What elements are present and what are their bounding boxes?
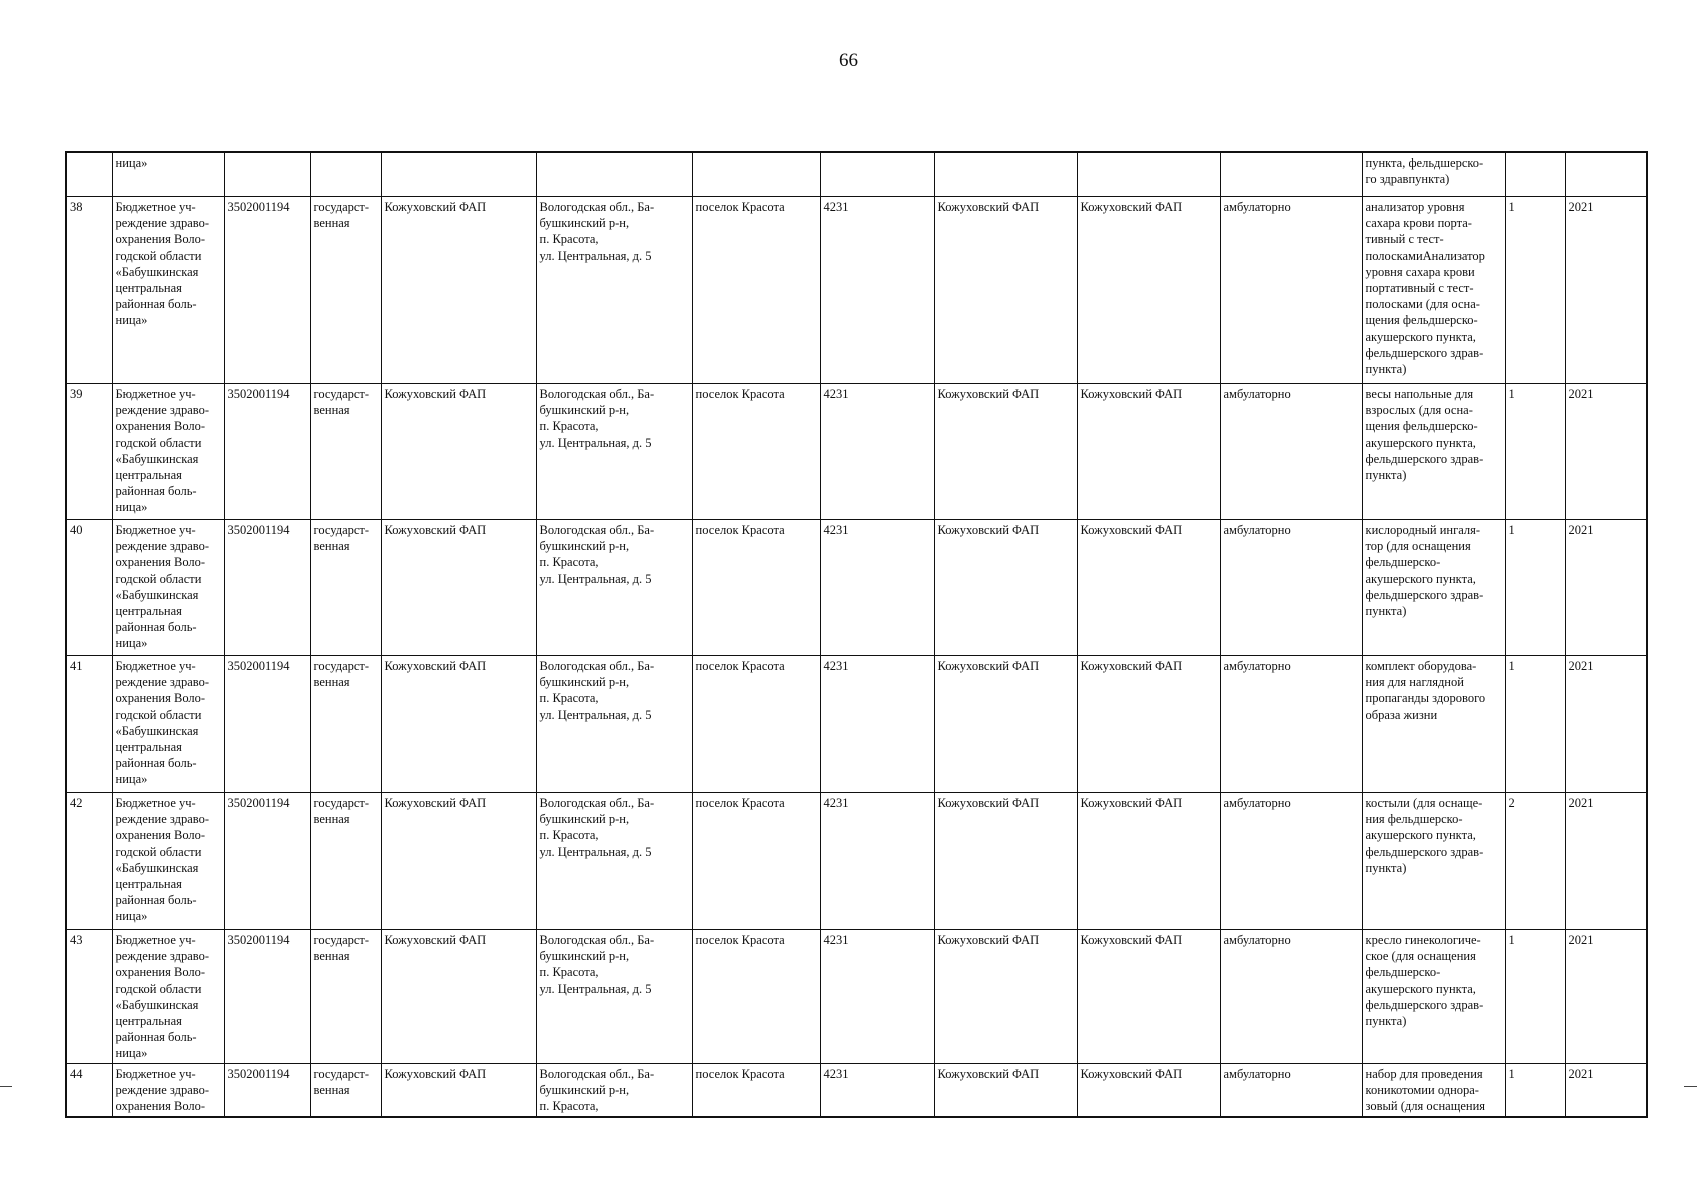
cell-unit1: Кожуховский ФАП <box>934 930 1077 1064</box>
cell-unit2: Кожуховский ФАП <box>1077 656 1220 793</box>
cell-ownership: государст- венная <box>310 793 381 930</box>
cell-unit2: Кожуховский ФАП <box>1077 197 1220 384</box>
cell-code: 4231 <box>820 930 934 1064</box>
cell-locality: поселок Красота <box>692 1064 820 1117</box>
cell-org: Бюджетное уч- реждение здраво- охранения Воло- годской области «Бабушкинская центральная районная боль- ница» <box>112 520 224 656</box>
equipment-table <box>65 151 1648 1118</box>
cell-care <box>1220 152 1362 197</box>
cell-year: 2021 <box>1565 1064 1647 1117</box>
cell-name: Кожуховский ФАП <box>381 930 536 1064</box>
cell-unit1: Кожуховский ФАП <box>934 520 1077 656</box>
cell-org: Бюджетное уч- реждение здраво- охранения Воло- <box>112 1064 224 1117</box>
cell-year: 2021 <box>1565 793 1647 930</box>
cell-unit1: Кожуховский ФАП <box>934 793 1077 930</box>
cell-ownership <box>310 152 381 197</box>
cell-locality <box>692 152 820 197</box>
margin-mark-left <box>0 1086 12 1087</box>
cell-code: 4231 <box>820 197 934 384</box>
cell-care: амбулаторно <box>1220 384 1362 520</box>
cell-org: Бюджетное уч- реждение здраво- охранения Воло- годской области «Бабушкинская центральная районная боль- ница» <box>112 656 224 793</box>
cell-no: 40 <box>66 520 112 656</box>
cell-name: Кожуховский ФАП <box>381 793 536 930</box>
cell-year <box>1565 152 1647 197</box>
cell-locality: поселок Красота <box>692 384 820 520</box>
cell-name: Кожуховский ФАП <box>381 1064 536 1117</box>
cell-address: Вологодская обл., Ба- бушкинский р-н, п. Красота, <box>536 1064 692 1117</box>
cell-year: 2021 <box>1565 520 1647 656</box>
cell-code <box>820 152 934 197</box>
table-row-continuation <box>66 152 1647 197</box>
cell-locality: поселок Красота <box>692 930 820 1064</box>
cell-ownership: государст- венная <box>310 930 381 1064</box>
cell-qty: 1 <box>1505 656 1565 793</box>
cell-name <box>381 152 536 197</box>
cell-qty: 1 <box>1505 1064 1565 1117</box>
cell-code: 4231 <box>820 384 934 520</box>
cell-equipment: костыли (для оснаще- ния фельдшерско- акушерского пункта, фельдшерского здрав- пункта) <box>1362 793 1505 930</box>
table-row <box>66 656 1647 793</box>
cell-address <box>536 152 692 197</box>
table-row <box>66 197 1647 384</box>
cell-equipment: кислородный ингаля- тор (для оснащения фельдшерско- акушерского пункта, фельдшерского здрав- пункта) <box>1362 520 1505 656</box>
table-row <box>66 793 1647 930</box>
cell-ownership: государст- венная <box>310 656 381 793</box>
cell-unit1: Кожуховский ФАП <box>934 1064 1077 1117</box>
cell-qty: 1 <box>1505 520 1565 656</box>
cell-unit2: Кожуховский ФАП <box>1077 1064 1220 1117</box>
cell-name: Кожуховский ФАП <box>381 197 536 384</box>
cell-care: амбулаторно <box>1220 197 1362 384</box>
cell-org: Бюджетное уч- реждение здраво- охранения Воло- годской области «Бабушкинская центральная районная боль- ница» <box>112 384 224 520</box>
cell-name: Кожуховский ФАП <box>381 384 536 520</box>
cell-no: 41 <box>66 656 112 793</box>
cell-org: Бюджетное уч- реждение здраво- охранения Воло- годской области «Бабушкинская центральная районная боль- ница» <box>112 197 224 384</box>
cell-year: 2021 <box>1565 197 1647 384</box>
cell-equipment: комплект оборудова- ния для наглядной пропаганды здорового образа жизни <box>1362 656 1505 793</box>
cell-address: Вологодская обл., Ба- бушкинский р-н, п. Красота, ул. Центральная, д. 5 <box>536 930 692 1064</box>
cell-no: 42 <box>66 793 112 930</box>
cell-ownership: государст- венная <box>310 384 381 520</box>
cell-no: 43 <box>66 930 112 1064</box>
cell-year: 2021 <box>1565 930 1647 1064</box>
cell-name: Кожуховский ФАП <box>381 520 536 656</box>
cell-equipment: анализатор уровня сахара крови порта- тивный с тест- полоскамиАнализатор уровня сахара крови портативный с тест- полосками (для осна- щения фельдшерско- акушерского пункта, фельдшерского здрав- пункта) <box>1362 197 1505 384</box>
cell-unit1 <box>934 152 1077 197</box>
cell-org: ница» <box>112 152 224 197</box>
cell-unit1: Кожуховский ФАП <box>934 384 1077 520</box>
cell-care: амбулаторно <box>1220 520 1362 656</box>
cell-locality: поселок Красота <box>692 520 820 656</box>
cell-address: Вологодская обл., Ба- бушкинский р-н, п. Красота, ул. Центральная, д. 5 <box>536 656 692 793</box>
cell-qty: 1 <box>1505 197 1565 384</box>
cell-care: амбулаторно <box>1220 793 1362 930</box>
cell-qty: 1 <box>1505 384 1565 520</box>
cell-care: амбулаторно <box>1220 656 1362 793</box>
table-row <box>66 1064 1647 1117</box>
cell-name: Кожуховский ФАП <box>381 656 536 793</box>
cell-ownership: государст- венная <box>310 1064 381 1117</box>
cell-equipment: пункта, фельдшерско- го здравпункта) <box>1362 152 1505 197</box>
cell-unit1: Кожуховский ФАП <box>934 197 1077 384</box>
cell-locality: поселок Красота <box>692 197 820 384</box>
cell-equipment: набор для проведения коникотомии однора- зовый (для оснащения <box>1362 1064 1505 1117</box>
cell-equipment: весы напольные для взрослых (для осна- щения фельдшерско- акушерского пункта, фельдшерского здрав- пункта) <box>1362 384 1505 520</box>
cell-unit2: Кожуховский ФАП <box>1077 520 1220 656</box>
cell-no <box>66 152 112 197</box>
cell-year: 2021 <box>1565 656 1647 793</box>
table-row <box>66 930 1647 1064</box>
cell-address: Вологодская обл., Ба- бушкинский р-н, п. Красота, ул. Центральная, д. 5 <box>536 197 692 384</box>
cell-address: Вологодская обл., Ба- бушкинский р-н, п. Красота, ул. Центральная, д. 5 <box>536 793 692 930</box>
cell-locality: поселок Красота <box>692 793 820 930</box>
page-number: 66 <box>839 50 858 71</box>
cell-unit2 <box>1077 152 1220 197</box>
cell-code: 4231 <box>820 1064 934 1117</box>
cell-inn: 3502001194 <box>224 384 310 520</box>
cell-unit2: Кожуховский ФАП <box>1077 384 1220 520</box>
cell-code: 4231 <box>820 520 934 656</box>
cell-ownership: государст- венная <box>310 520 381 656</box>
cell-code: 4231 <box>820 656 934 793</box>
cell-address: Вологодская обл., Ба- бушкинский р-н, п. Красота, ул. Центральная, д. 5 <box>536 384 692 520</box>
cell-inn <box>224 152 310 197</box>
cell-no: 39 <box>66 384 112 520</box>
cell-unit2: Кожуховский ФАП <box>1077 793 1220 930</box>
cell-inn: 3502001194 <box>224 520 310 656</box>
cell-qty <box>1505 152 1565 197</box>
cell-no: 44 <box>66 1064 112 1117</box>
cell-year: 2021 <box>1565 384 1647 520</box>
cell-qty: 1 <box>1505 930 1565 1064</box>
cell-inn: 3502001194 <box>224 656 310 793</box>
cell-locality: поселок Красота <box>692 656 820 793</box>
cell-equipment: кресло гинекологиче- ское (для оснащения фельдшерско- акушерского пункта, фельдшерского здрав- пункта) <box>1362 930 1505 1064</box>
cell-no: 38 <box>66 197 112 384</box>
cell-care: амбулаторно <box>1220 930 1362 1064</box>
cell-inn: 3502001194 <box>224 930 310 1064</box>
cell-unit2: Кожуховский ФАП <box>1077 930 1220 1064</box>
cell-inn: 3502001194 <box>224 1064 310 1117</box>
cell-unit1: Кожуховский ФАП <box>934 656 1077 793</box>
cell-inn: 3502001194 <box>224 793 310 930</box>
cell-address: Вологодская обл., Ба- бушкинский р-н, п. Красота, ул. Центральная, д. 5 <box>536 520 692 656</box>
cell-code: 4231 <box>820 793 934 930</box>
table-row <box>66 520 1647 656</box>
cell-org: Бюджетное уч- реждение здраво- охранения Воло- годской области «Бабушкинская центральная районная боль- ница» <box>112 930 224 1064</box>
cell-org: Бюджетное уч- реждение здраво- охранения Воло- годской области «Бабушкинская центральная районная боль- ница» <box>112 793 224 930</box>
margin-mark-right <box>1684 1086 1697 1087</box>
cell-care: амбулаторно <box>1220 1064 1362 1117</box>
cell-ownership: государст- венная <box>310 197 381 384</box>
cell-qty: 2 <box>1505 793 1565 930</box>
table-row <box>66 384 1647 520</box>
cell-inn: 3502001194 <box>224 197 310 384</box>
